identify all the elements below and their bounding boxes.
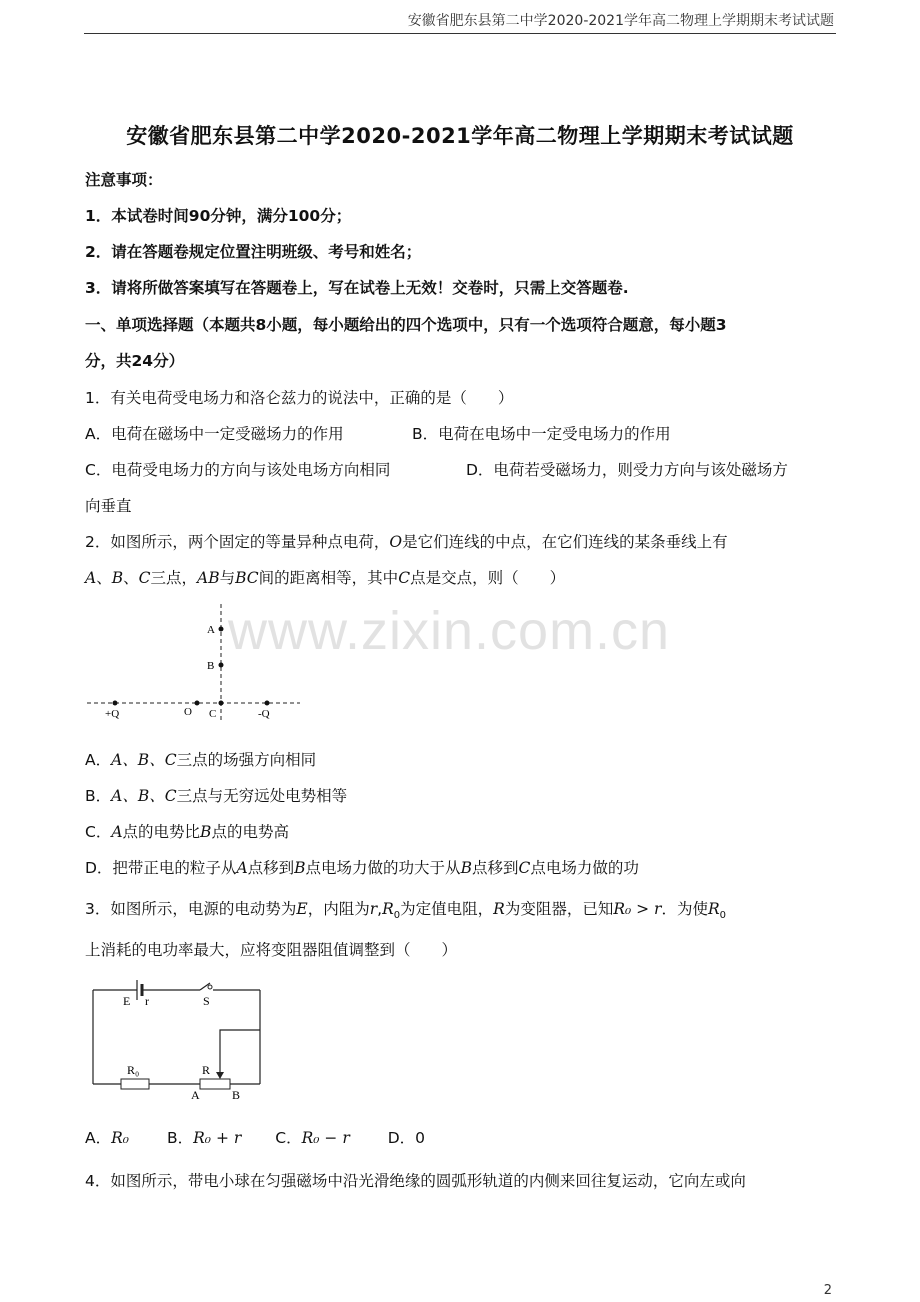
q2-option-c-text-2: 点的电势高 xyxy=(211,823,289,841)
notice-item-2: 2．请在答题卷规定位置注明班级、考号和姓名； xyxy=(85,243,422,261)
q3-option-a: R₀ xyxy=(111,1129,129,1147)
q3-option-b: R₀ + r xyxy=(193,1129,242,1147)
q2-var-C2: C xyxy=(398,569,411,587)
q2-point-A xyxy=(219,627,224,632)
q2-text-1: 三点， xyxy=(150,569,198,587)
q3-circuit-figure xyxy=(85,975,275,1105)
q3-option-a-prefix: A． xyxy=(85,1129,112,1147)
notice-heading: 注意事项： xyxy=(85,171,163,189)
watermark: www.zixin.com.cn xyxy=(228,601,671,661)
q3-option-d: D．0 xyxy=(387,1129,426,1147)
q2-option-c-prefix: C． xyxy=(85,823,112,841)
q2-option-d-text-3: 点电场力做的功大于从 xyxy=(305,859,461,877)
q3-text-3: 为定值电阻， xyxy=(400,900,494,918)
q3-slider-arrow xyxy=(216,1072,224,1079)
q3-label-r: r xyxy=(145,994,149,1008)
q4-stem: 4．如图所示，带电小球在匀强磁场中沿光滑绝缘的圆弧形轨道的内侧来回往复运动，它向左或向 xyxy=(85,1172,746,1190)
q3-stem-line1 xyxy=(85,897,726,921)
q1-option-c: C．电荷受电场力的方向与该处电场方向相同 xyxy=(85,461,391,479)
q2-option-a-text: 三点的场强方向相同 xyxy=(176,751,317,769)
q2-label-B: B xyxy=(207,660,215,672)
q2-option-a-prefix: A． xyxy=(85,751,112,769)
q2-option-d-var-2: B xyxy=(294,859,306,877)
q1-stem: 1．有关电荷受电场力和洛仑兹力的说法中，正确的是（ ） xyxy=(85,389,514,407)
q3-var-R: R xyxy=(493,900,505,918)
q2-option-b-prefix: B． xyxy=(85,787,112,805)
q3-slider-wire xyxy=(220,1030,260,1078)
q1-option-b: B．电荷在电场中一定受电场力的作用 xyxy=(412,425,671,443)
q3-resistor-r0 xyxy=(121,1079,149,1089)
q2-label-A: A xyxy=(207,624,215,636)
section-heading-line2: 分，共24分） xyxy=(85,352,185,370)
q3-option-c: R₀ − r xyxy=(301,1129,350,1147)
q2-option-d-var-3: B xyxy=(460,859,472,877)
q3-var-r: r xyxy=(369,900,378,918)
q2-option-d-var-4: C xyxy=(518,859,531,877)
notice-item-1: 1．本试卷时间90分钟，满分100分； xyxy=(85,207,352,225)
q2-var-AB: AB xyxy=(197,569,220,587)
q2-option-d-text-1: D．把带正电的粒子从 xyxy=(85,859,237,877)
q2-text-4: 点是交点，则（ ） xyxy=(410,569,566,587)
q2-option-b-text: 三点与无穷远处电势相等 xyxy=(176,787,348,805)
q3-label-A: A xyxy=(191,1088,200,1102)
q3-options xyxy=(85,1126,425,1148)
notice-item-3: 3．请将所做答案填写在答题卷上，写在试卷上无效！交卷时，只需上交答题卷. xyxy=(85,279,629,297)
q3-text-2: ，内阻为 xyxy=(307,900,370,918)
q3-label-E: E xyxy=(123,994,131,1008)
q2-text-3: 间的距离相等，其中 xyxy=(258,569,399,587)
q3-label-B: B xyxy=(232,1088,241,1102)
q3-rheostat xyxy=(200,1079,230,1089)
q2-charge-plus xyxy=(113,701,118,706)
q2-label-minus-q: -Q xyxy=(258,708,270,720)
q2-option-c-var-2: B xyxy=(200,823,212,841)
q2-option-d-text-4: 点移到 xyxy=(471,859,519,877)
q3-condition: R₀ > r xyxy=(613,900,662,918)
q2-charge-minus xyxy=(265,701,270,706)
q1-option-d-continued: 向垂直 xyxy=(85,497,132,515)
q2-option-a xyxy=(85,748,316,770)
q2-point-C xyxy=(219,701,224,706)
q3-option-b-prefix: B． xyxy=(167,1129,194,1147)
q3-var-R0-subscript: 0 xyxy=(393,910,401,922)
q2-var-B: B xyxy=(111,569,124,587)
q3-text-5: ．为使 xyxy=(661,900,708,918)
q3-text-4: 为变阻器，已知 xyxy=(504,900,614,918)
q3-label-S: S xyxy=(203,994,210,1008)
q2-stem-line1 xyxy=(85,530,728,552)
q2-option-d-text-2: 点移到 xyxy=(247,859,295,877)
q3-var-R0-end-subscript: 0 xyxy=(719,910,727,922)
q2-option-d-var-1: A xyxy=(236,859,248,877)
q2-point-O xyxy=(195,701,200,706)
running-header: 安徽省肥东县第二中学2020-2021学年高二物理上学期期末考试试题 xyxy=(407,13,834,29)
q2-stem-line2 xyxy=(85,566,565,588)
q2-option-c-text-1: 点的电势比 xyxy=(122,823,201,841)
page-number: 2 xyxy=(823,1283,832,1298)
q3-var-E: E xyxy=(296,900,308,918)
q2-option-b-vars: A、B、C xyxy=(111,787,177,805)
q3-label-R: R xyxy=(202,1063,211,1077)
q3-var-R0: R xyxy=(382,900,394,918)
q2-var-O: O xyxy=(389,533,403,551)
q2-option-d-text-5: 点电场力做的功 xyxy=(530,859,639,877)
q1-option-a: A．电荷在磁场中一定受磁场力的作用 xyxy=(85,425,344,443)
q2-option-b xyxy=(85,784,347,806)
q2-sep-1: 、 xyxy=(96,569,112,587)
q2-text-2: 与 xyxy=(219,569,236,587)
q3-option-c-prefix: C． xyxy=(275,1129,302,1147)
q2-label-O: O xyxy=(184,706,192,718)
q3-stem-line2: 上消耗的电功率最大，应将变阻器阻值调整到（ ） xyxy=(85,941,458,959)
q1-option-d: D．电荷若受磁场力，则受力方向与该处磁场方 xyxy=(466,461,788,479)
header-rule xyxy=(84,33,836,34)
q3-var-R0-end: R xyxy=(707,900,720,918)
q2-label-plus-q: +Q xyxy=(105,708,120,720)
section-heading-line1: 一、单项选择题（本题共8小题，每小题给出的四个选项中，只有一个选项符合题意，每小题3 xyxy=(85,316,727,334)
q2-stem-text2: 是它们连线的中点，在它们连线的某条垂线上有 xyxy=(402,533,728,551)
q2-sep-2: 、 xyxy=(123,569,139,587)
q2-label-C: C xyxy=(209,708,217,720)
q2-var-C: C xyxy=(138,569,151,587)
q3-text-1: 3．如图所示，电源的电动势为 xyxy=(85,900,297,918)
q2-option-c xyxy=(85,820,289,842)
q2-option-a-vars: A、B、C xyxy=(111,751,177,769)
q3-label-R0: R₀ xyxy=(127,1063,140,1077)
q2-var-A: A xyxy=(85,569,97,587)
q2-var-BC: BC xyxy=(235,569,259,587)
q2-stem-text1: 2．如图所示，两个固定的等量异种点电荷， xyxy=(85,533,390,551)
q3-comma: , xyxy=(377,900,383,918)
q3-switch-contact xyxy=(208,985,212,989)
q2-option-c-var-1: A xyxy=(111,823,123,841)
q2-point-B xyxy=(219,663,224,668)
page-title: 安徽省肥东县第二中学2020-2021学年高二物理上学期期末考试试题 xyxy=(126,124,794,148)
q2-option-d xyxy=(85,856,639,878)
